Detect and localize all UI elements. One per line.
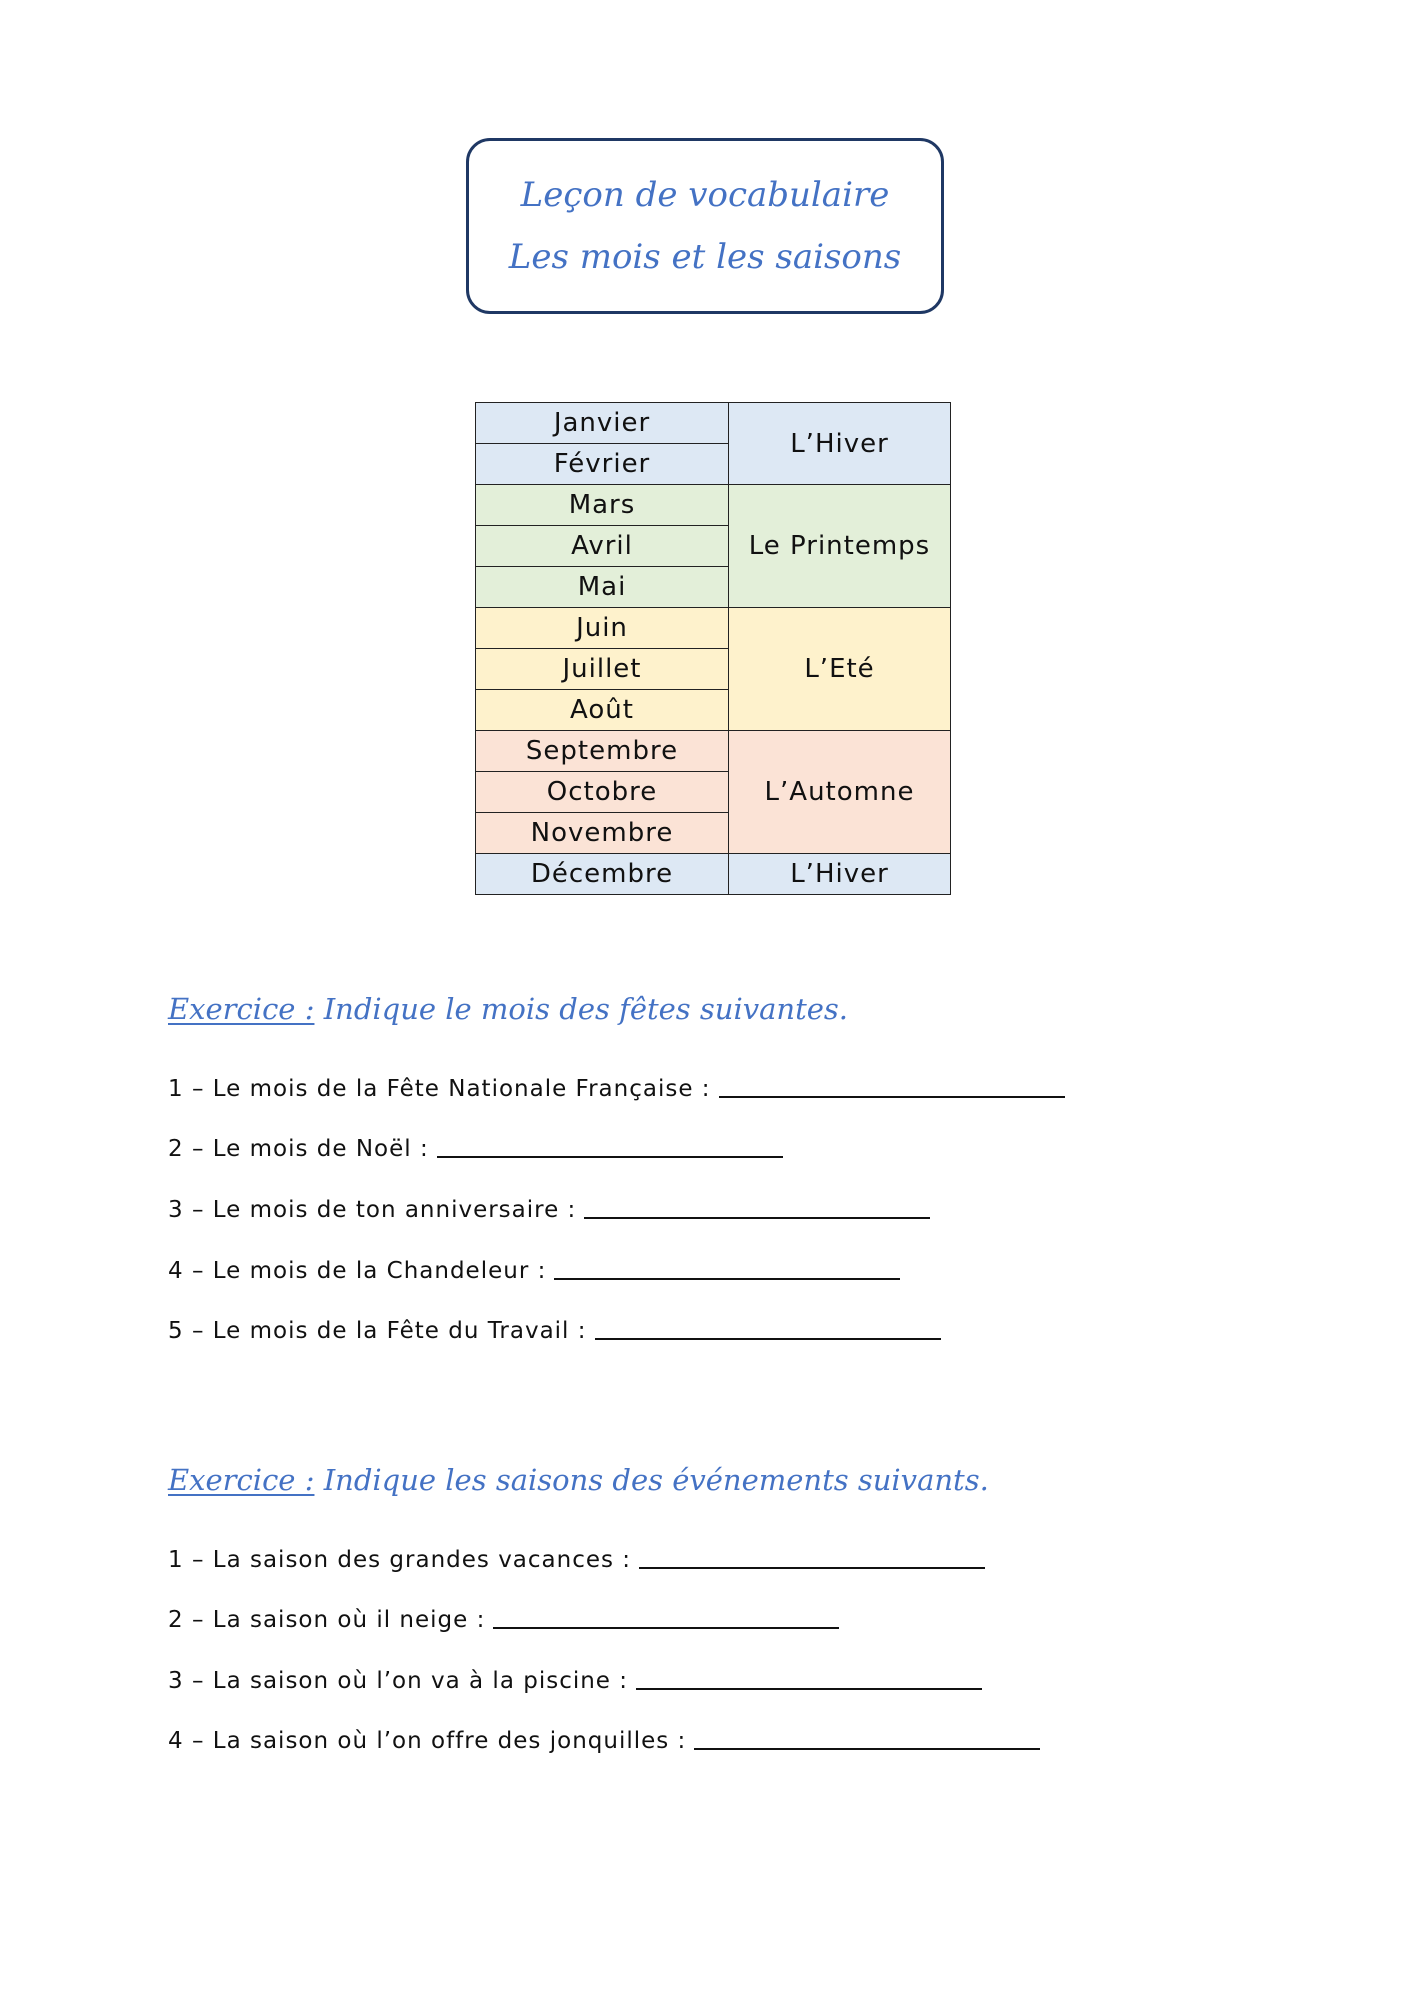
exercise2-instruction: Indique les saisons des événements suivants. [323, 1463, 989, 1497]
month-cell: Mai [476, 567, 729, 608]
season-cell-hiver: L’Hiver [729, 403, 951, 485]
month-cell: Août [476, 690, 729, 731]
table-row [476, 731, 951, 772]
question-text: 1 – Le mois de la Fête Nationale Française : [168, 1076, 711, 1102]
exercise1-question-1 [168, 1076, 1065, 1102]
answer-line[interactable] [437, 1156, 783, 1158]
season-cell-printemps: Le Printemps [729, 485, 951, 608]
title-box [466, 138, 944, 314]
answer-line[interactable] [719, 1096, 1065, 1098]
answer-line[interactable] [636, 1688, 982, 1690]
exercise1-title [168, 992, 848, 1026]
answer-line[interactable] [694, 1748, 1040, 1750]
exercise1-prefix: Exercice : [168, 992, 315, 1026]
question-text: 2 – La saison où il neige : [168, 1607, 486, 1633]
exercise2-question-3 [168, 1668, 982, 1694]
answer-line[interactable] [639, 1567, 985, 1569]
answer-line[interactable] [554, 1278, 900, 1280]
answer-line[interactable] [584, 1217, 930, 1219]
month-cell: Mars [476, 485, 729, 526]
exercise2-title [168, 1463, 989, 1497]
month-cell: Décembre [476, 854, 729, 895]
exercise2-question-1 [168, 1547, 985, 1573]
table-row [476, 485, 951, 526]
season-cell-hiver: L’Hiver [729, 854, 951, 895]
answer-line[interactable] [595, 1338, 941, 1340]
exercise2-question-2 [168, 1607, 839, 1633]
question-text: 3 – Le mois de ton anniversaire : [168, 1197, 577, 1223]
month-cell: Janvier [476, 403, 729, 444]
table-row [476, 608, 951, 649]
month-cell: Octobre [476, 772, 729, 813]
question-text: 1 – La saison des grandes vacances : [168, 1547, 632, 1573]
exercise1-question-2 [168, 1136, 783, 1162]
table-row [476, 854, 951, 895]
exercise1-question-3 [168, 1197, 930, 1223]
question-text: 2 – Le mois de Noël : [168, 1136, 429, 1162]
lesson-subtitle: Les mois et les saisons [508, 237, 902, 277]
month-cell: Novembre [476, 813, 729, 854]
exercise1-instruction: Indique le mois des fêtes suivantes. [323, 992, 849, 1026]
exercise1-question-4 [168, 1258, 900, 1284]
season-cell-ete: L’Eté [729, 608, 951, 731]
exercise2-prefix: Exercice : [168, 1463, 315, 1497]
question-text: 4 – La saison où l’on offre des jonquilles : [168, 1728, 687, 1754]
month-cell: Juin [476, 608, 729, 649]
months-seasons-table [475, 402, 951, 895]
table-row [476, 403, 951, 444]
answer-line[interactable] [493, 1627, 839, 1629]
season-cell-automne: L’Automne [729, 731, 951, 854]
question-text: 4 – Le mois de la Chandeleur : [168, 1258, 547, 1284]
exercise1-question-5 [168, 1318, 941, 1344]
month-cell: Septembre [476, 731, 729, 772]
question-text: 3 – La saison où l’on va à la piscine : [168, 1668, 629, 1694]
month-cell: Avril [476, 526, 729, 567]
question-text: 5 – Le mois de la Fête du Travail : [168, 1318, 587, 1344]
month-cell: Février [476, 444, 729, 485]
lesson-title: Leçon de vocabulaire [520, 175, 890, 215]
month-cell: Juillet [476, 649, 729, 690]
exercise2-question-4 [168, 1728, 1040, 1754]
